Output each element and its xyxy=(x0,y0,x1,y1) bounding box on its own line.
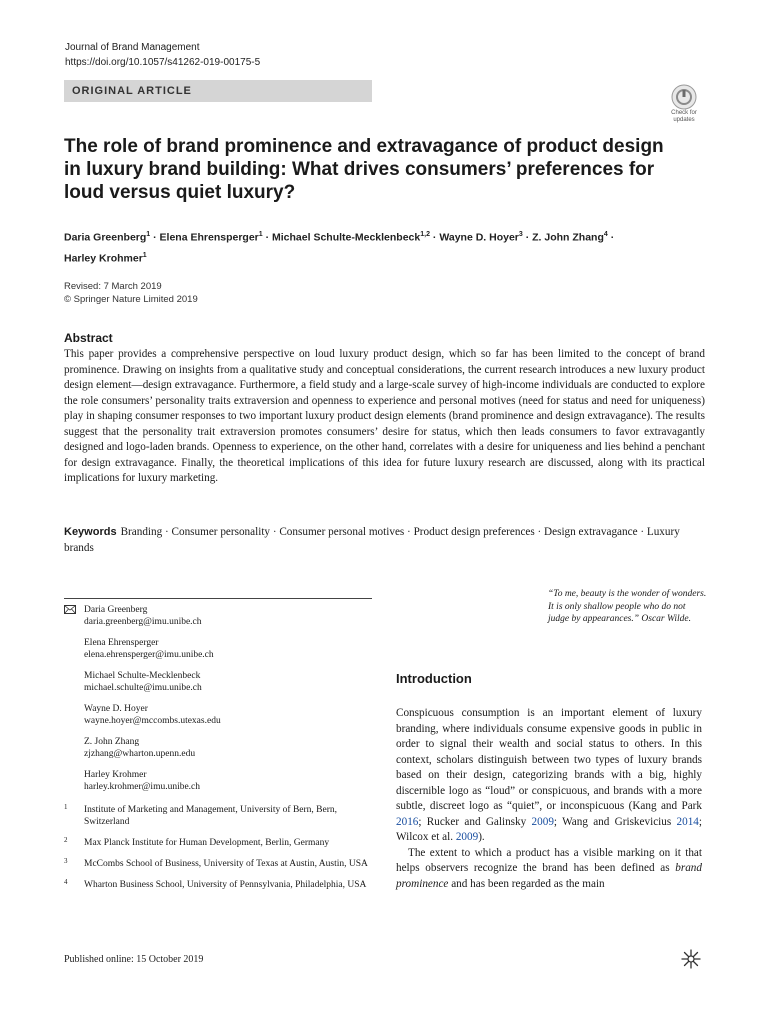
journal-name: Journal of Brand Management xyxy=(65,42,200,53)
contact-email[interactable]: zjzhang@wharton.upenn.edu xyxy=(84,749,196,759)
author-name[interactable]: Z. John Zhang xyxy=(532,231,604,244)
introduction-body xyxy=(396,706,702,892)
keywords-text: Branding · Consumer personality · Consumer personal motives · Product design preferences · Design extravagance · Luxury brands xyxy=(64,526,680,554)
intro-paragraph xyxy=(396,846,702,893)
citation-link[interactable]: 2009 xyxy=(531,815,554,828)
footnote-divider xyxy=(64,598,372,599)
contact-list xyxy=(64,604,374,802)
check-updates-line1: Check for xyxy=(671,110,697,116)
contact-email[interactable]: daria.greenberg@imu.unibe.ch xyxy=(84,617,202,627)
check-for-updates-button[interactable] xyxy=(664,84,704,124)
affiliation-list xyxy=(64,804,374,900)
keywords-label: Keywords xyxy=(64,526,117,538)
author-affil-sup: 1 xyxy=(146,231,151,238)
contact-entry xyxy=(64,604,374,628)
contact-name: Z. John Zhang xyxy=(84,737,140,747)
author-affil-sup: 3 xyxy=(518,231,523,238)
affiliation-text: Wharton Business School, University of Pennsylvania, Philadelphia, USA xyxy=(84,880,367,890)
author-name[interactable]: Elena Ehrensperger xyxy=(159,231,259,244)
contact-email[interactable]: wayne.hoyer@mccombs.utexas.edu xyxy=(84,716,221,726)
contact-email[interactable]: harley.krohmer@imu.unibe.ch xyxy=(84,782,201,792)
author-name[interactable]: Daria Greenberg xyxy=(64,231,147,244)
intro-emphasis: brand prominence xyxy=(396,862,702,890)
affiliation-number: 4 xyxy=(64,878,68,886)
journal-header xyxy=(65,40,260,70)
intro-text: ; Wilcox et al. xyxy=(396,815,702,843)
author-name[interactable]: Wayne D. Hoyer xyxy=(439,231,519,244)
abstract-heading: Abstract xyxy=(64,331,113,345)
contact-entry xyxy=(64,703,374,727)
intro-text: ; Rucker and Galinsky xyxy=(418,815,532,828)
citation-link[interactable]: 2014 xyxy=(676,815,699,828)
springer-horse-icon xyxy=(680,948,702,970)
contact-entry xyxy=(64,670,374,694)
published-date: Published online: 15 October 2019 xyxy=(64,954,204,965)
doi-link[interactable]: https://doi.org/10.1057/s41262-019-00175-5 xyxy=(65,57,261,68)
epigraph-quote: “To me, beauty is the wonder of wonders. It is only shallow people who do not judge by appearances.” Oscar Wilde. xyxy=(548,589,707,624)
affiliation-entry xyxy=(64,858,374,870)
check-updates-line2: updates xyxy=(673,117,695,123)
check-updates-icon xyxy=(671,84,697,110)
revised-date: Revised: 7 March 2019 xyxy=(64,281,162,292)
intro-text: The extent to which a product has a visible marking on it that helps observers recognize the brand has been defined as xyxy=(396,846,702,874)
contact-name: Michael Schulte-Mecklenbeck xyxy=(84,671,201,681)
affiliation-text: McCombs School of Business, University of Texas at Austin, Austin, USA xyxy=(84,859,368,869)
article-title: The role of brand prominence and extravagance of product design in luxury brand building: What drives consumers’ preferences for loud versus quiet luxury? xyxy=(64,136,664,203)
contact-name: Elena Ehrensperger xyxy=(84,638,159,648)
affiliation-number: 3 xyxy=(64,857,68,865)
contact-entry xyxy=(64,736,374,760)
citation-link[interactable]: 2009 xyxy=(455,831,479,843)
affiliation-entry xyxy=(64,879,374,891)
contact-email[interactable]: michael.schulte@imu.unibe.ch xyxy=(84,683,202,693)
contact-email[interactable]: elena.ehrensperger@imu.unibe.ch xyxy=(84,650,214,660)
contact-entry xyxy=(64,637,374,661)
abstract-text: This paper provides a comprehensive perspective on loud luxury product design, which so far has been limited to the concept of brand prominence. Drawing on insights from a qualitative study and conceptual considerations, the current research introduces a new luxury product design element—design extravagance. Furthermore, a field study and a large-scale survey of high-income individuals are conducted to explore the role consumers’ personality traits extraversion and openness to experience and personal motives (need for status and need for uniqueness) play in shaping consumer responses to two important luxury product design elements (brand prominence and design extravagance). The results suggest that the personality trait extraversion promotes consumers’ desire for status, which then leads consumers to favor extravagantly designed and logo-laden brands. Openness to experience, on the other hand, correlates with a desire for uniqueness and lies behind a penchant for design extravagance. Finally, the theoretical implications of this idea for future luxury research are discussed, along with its practical implications for luxury marketing. xyxy=(64,348,705,484)
intro-text: ; Wang and Griskevicius xyxy=(553,815,677,828)
article-dates xyxy=(64,280,198,306)
intro-text: Conspicuous consumption is an important element of luxury branding, where individuals consume expensive goods in public in order to signal their wealth and social status to others. In this context, scholars distinguish between two types of luxury brands based on their design, categorizing brands with a big, highly discernible logo as “loud” or conspicuous, and brands with a more subtle, discreet logo as “quiet”, or inconspicuous (Kang and Park xyxy=(396,707,702,812)
copyright: © Springer Nature Limited 2019 xyxy=(64,294,198,305)
intro-text: ). xyxy=(478,831,485,843)
envelope-icon xyxy=(64,605,76,614)
affiliation-entry xyxy=(64,837,374,849)
affiliation-text: Max Planck Institute for Human Development, Berlin, Germany xyxy=(84,838,330,848)
affiliation-entry xyxy=(64,804,374,828)
author-name[interactable]: Harley Krohmer xyxy=(64,252,143,264)
author-affil-sup: 1 xyxy=(142,251,147,259)
affiliation-text: Institute of Marketing and Management, University of Bern, Bern, Switzerland xyxy=(84,805,338,827)
citation-link[interactable]: 2016 xyxy=(396,815,419,828)
author-affil-sup: 1,2 xyxy=(420,231,430,238)
contact-name: Harley Krohmer xyxy=(84,770,147,780)
author-name[interactable]: Michael Schulte-Mecklenbeck xyxy=(272,231,421,244)
author-affil-sup: 4 xyxy=(603,231,608,238)
contact-name: Daria Greenberg xyxy=(84,605,148,615)
contact-entry xyxy=(64,769,374,793)
contact-name: Wayne D. Hoyer xyxy=(84,704,148,714)
author-affil-sup: 1 xyxy=(258,231,263,238)
intro-paragraph xyxy=(396,706,702,846)
intro-text: and has been regarded as the main xyxy=(448,877,605,890)
author-list: Daria Greenberg$^1$ · Elena Ehrensperger$^1$ · Michael Schulte-Mecklenbeck$^{1,2}$ · Wayne D. Hoyer$^3$ · Z. John Zhang$^4$ · Harley Krohmer$^1$ xyxy=(64,231,615,264)
keywords xyxy=(64,524,705,556)
affiliation-number: 1 xyxy=(64,803,68,811)
article-type-badge: ORIGINAL ARTICLE xyxy=(64,80,372,102)
introduction-heading: Introduction xyxy=(396,671,472,686)
affiliation-number: 2 xyxy=(64,836,68,844)
